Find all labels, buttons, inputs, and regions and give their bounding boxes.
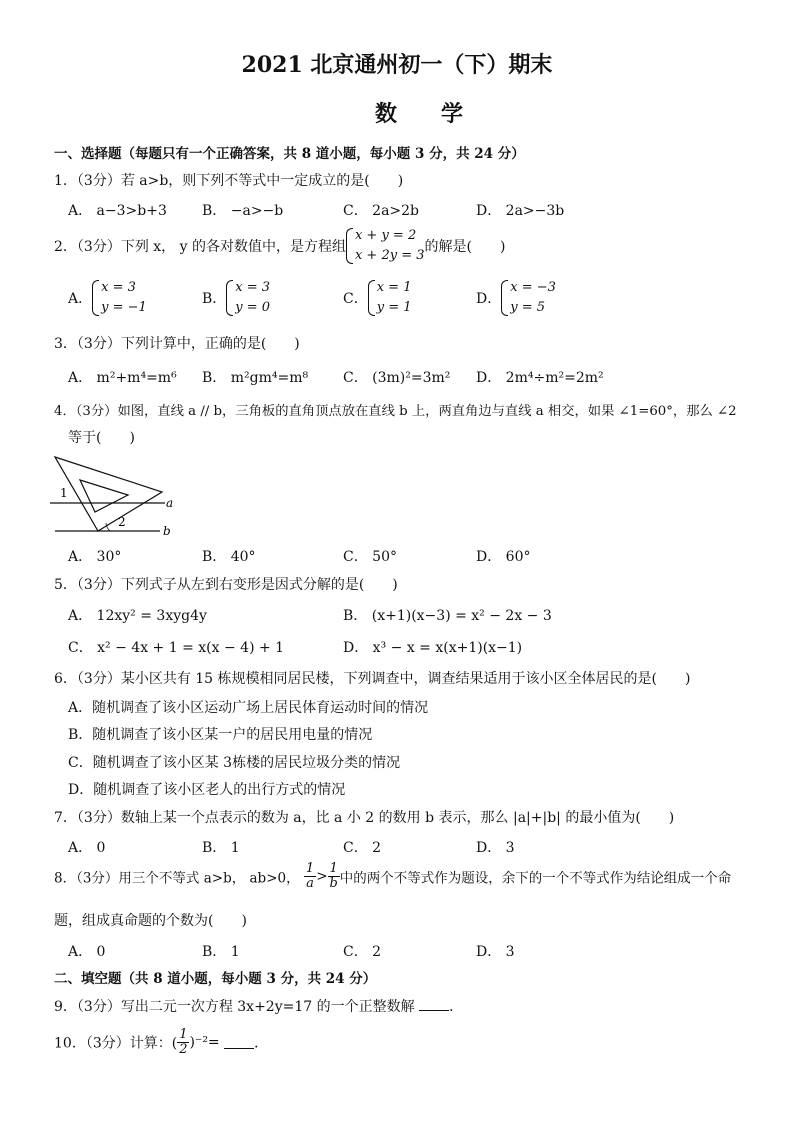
option-eq: x = 3 (101, 280, 136, 295)
question-4-stem-line-1: 4．（3分）如图，直线 a // b，三角板的直角顶点放在直线 b 上，两直角边与直线 a 相交，如果 ∠1=60°，那么 ∠2 (54, 404, 737, 419)
question-5-option-a: A． 12xy² = 3xyg4y (68, 608, 207, 624)
question-7-option-b: B． 1 (202, 840, 240, 856)
question-2-equation-system (346, 226, 425, 266)
option-label: C． (343, 291, 368, 307)
question-6-option-b: B．随机调查了该小区某一户的居民用电量的情况 (68, 727, 373, 743)
question-9-stem: 9．（3分）写出二元一次方程 3x+2y=17 的一个正整数解 (54, 999, 415, 1015)
fraction-denominator: 2 (179, 1042, 188, 1057)
question-4-option-a: A． 30° (68, 549, 122, 565)
answer-blank[interactable] (419, 998, 449, 1011)
fraction-1-over-b (328, 862, 340, 891)
angle-1-label: 1 (60, 486, 68, 500)
option-label: A． (68, 291, 93, 307)
question-6-option-c: C．随机调查了该小区某 3栋楼的居民垃圾分类的情况 (68, 755, 401, 771)
line-a-label: a (166, 496, 174, 510)
question-6-option-a: A．随机调查了该小区运动广场上居民体育运动时间的情况 (68, 700, 429, 716)
question-2-option-a (68, 278, 147, 318)
question-10-exponent: )⁻²= (189, 1034, 220, 1051)
question-6-option-d: D．随机调查了该小区老人的出行方式的情况 (68, 782, 346, 798)
greater-than-sign: > (316, 868, 328, 885)
option-system (368, 278, 412, 318)
question-10 (54, 1028, 268, 1057)
question-4-figure (50, 455, 180, 545)
question-3-option-a: A． m²+m⁴=m⁶ (68, 370, 177, 386)
question-5-option-c: C． x² − 4x + 1 = x(x − 4) + 1 (68, 640, 285, 656)
question-10-stem: 10．（3分）计算：( (54, 1035, 178, 1052)
option-eq: x = 3 (235, 280, 271, 295)
question-2-option-c (343, 278, 412, 318)
option-label: D． (476, 291, 502, 307)
set-square-outer (55, 457, 162, 531)
question-3-option-b: B． m²gm⁴=m⁸ (202, 370, 309, 386)
question-5-option-b: B． (x+1)(x−3) = x² − 2x − 3 (343, 608, 552, 624)
question-10-end: ． (254, 1035, 269, 1052)
section-heading-fill-blank: 二、填空题（共 8 道小题，每小题 3 分，共 24 分） (54, 971, 377, 987)
question-9 (54, 996, 463, 1016)
question-8-stem-prefix: 8．（3分）用三个不等式 a>b， ab>0， (54, 870, 300, 887)
angle-2-label: 2 (118, 515, 126, 529)
question-1-option-d: D． 2a>−3b (476, 203, 565, 219)
fraction-denominator: b (329, 876, 338, 891)
question-2-eq-2: x + 2y = 3 (354, 248, 425, 263)
subject-title: 数学 (374, 101, 507, 127)
question-2-option-d (476, 278, 556, 318)
option-eq: y = 0 (235, 300, 271, 315)
option-eq: y = −1 (101, 300, 147, 315)
question-5-stem: 5．（3分）下列式子从左到右变形是因式分解的是( ) (54, 577, 398, 593)
question-2-eq-1: x + y = 2 (354, 228, 417, 243)
question-9-end: ． (449, 999, 464, 1015)
question-8-stem-line-1 (54, 862, 731, 891)
question-8-stem-suffix: 中的两个不等式作为题设，余下的一个不等式作为结论组成一个命 (339, 870, 732, 887)
question-1-option-c: C． 2a>2b (343, 203, 420, 219)
fraction-1-over-a (304, 862, 316, 891)
question-3-option-d: D． 2m⁴÷m²=2m² (476, 370, 604, 386)
question-3-option-c: C． (3m)²=3m² (343, 370, 451, 386)
fraction-numerator: 1 (329, 861, 338, 876)
question-5-option-d: D． x³ − x = x(x+1)(x−1) (343, 640, 523, 656)
question-7-option-c: C． 2 (343, 840, 382, 856)
question-4-option-c: C． 50° (343, 549, 397, 565)
option-system (501, 278, 556, 318)
question-2-option-b (202, 278, 270, 318)
question-1-stem: 1．（3分）若 a>b，则下列不等式中一定成立的是( ) (54, 173, 404, 189)
section-heading-choice: 一、选择题（每题只有一个正确答案，共 8 道小题，每小题 3 分，共 24 分） (54, 146, 525, 162)
question-8-option-a: A． 0 (68, 944, 106, 960)
answer-blank[interactable] (224, 1036, 254, 1049)
question-6-stem: 6．（3分）某小区共有 15 栋规模相同居民楼，下列调查中，调查结果适用于该小区全体居民的是( ) (54, 671, 691, 687)
fraction-one-half (177, 1028, 189, 1057)
option-eq: x = 1 (376, 280, 412, 295)
question-8-stem-line-2: 题，组成真命题的个数为( ) (54, 913, 247, 929)
question-4-stem-line-2: 等于( ) (68, 430, 135, 446)
question-7-stem: 7．（3分）数轴上某一个点表示的数为 a，比 a 小 2 的数用 b 表示，那么 |a|+|b| 的最小值为( ) (54, 810, 675, 826)
option-system (92, 278, 147, 318)
line-b-label: b (163, 524, 171, 538)
option-system (226, 278, 270, 318)
fraction-denominator: a (306, 876, 314, 891)
option-eq: y = 1 (376, 300, 412, 315)
set-square-inner (80, 480, 128, 512)
question-8-option-b: B． 1 (202, 944, 240, 960)
question-7-option-d: D． 3 (476, 840, 515, 856)
question-2-stem-prefix: 2．（3分）下列 x， y 的各对数值中，是方程组 (54, 239, 346, 255)
option-label: B． (202, 291, 227, 307)
question-4-option-d: D． 60° (476, 549, 531, 565)
question-8-option-d: D． 3 (476, 944, 515, 960)
question-2-stem-suffix: 的解是( ) (424, 239, 506, 255)
fraction-numerator: 1 (179, 1027, 188, 1042)
question-8-option-c: C． 2 (343, 944, 382, 960)
question-7-option-a: A． 0 (68, 840, 106, 856)
question-4-option-b: B． 40° (202, 549, 256, 565)
option-eq: x = −3 (510, 280, 556, 295)
exam-title: 2021 北京通州初一（下）期末 (241, 52, 553, 78)
option-eq: y = 5 (510, 300, 546, 315)
question-3-stem: 3．（3分）下列计算中，正确的是( ) (54, 336, 300, 352)
question-2-stem (54, 226, 505, 266)
question-1-option-b: B． −a>−b (202, 203, 284, 219)
fraction-numerator: 1 (305, 861, 315, 876)
question-1-option-a: A． a−3>b+3 (68, 203, 167, 219)
